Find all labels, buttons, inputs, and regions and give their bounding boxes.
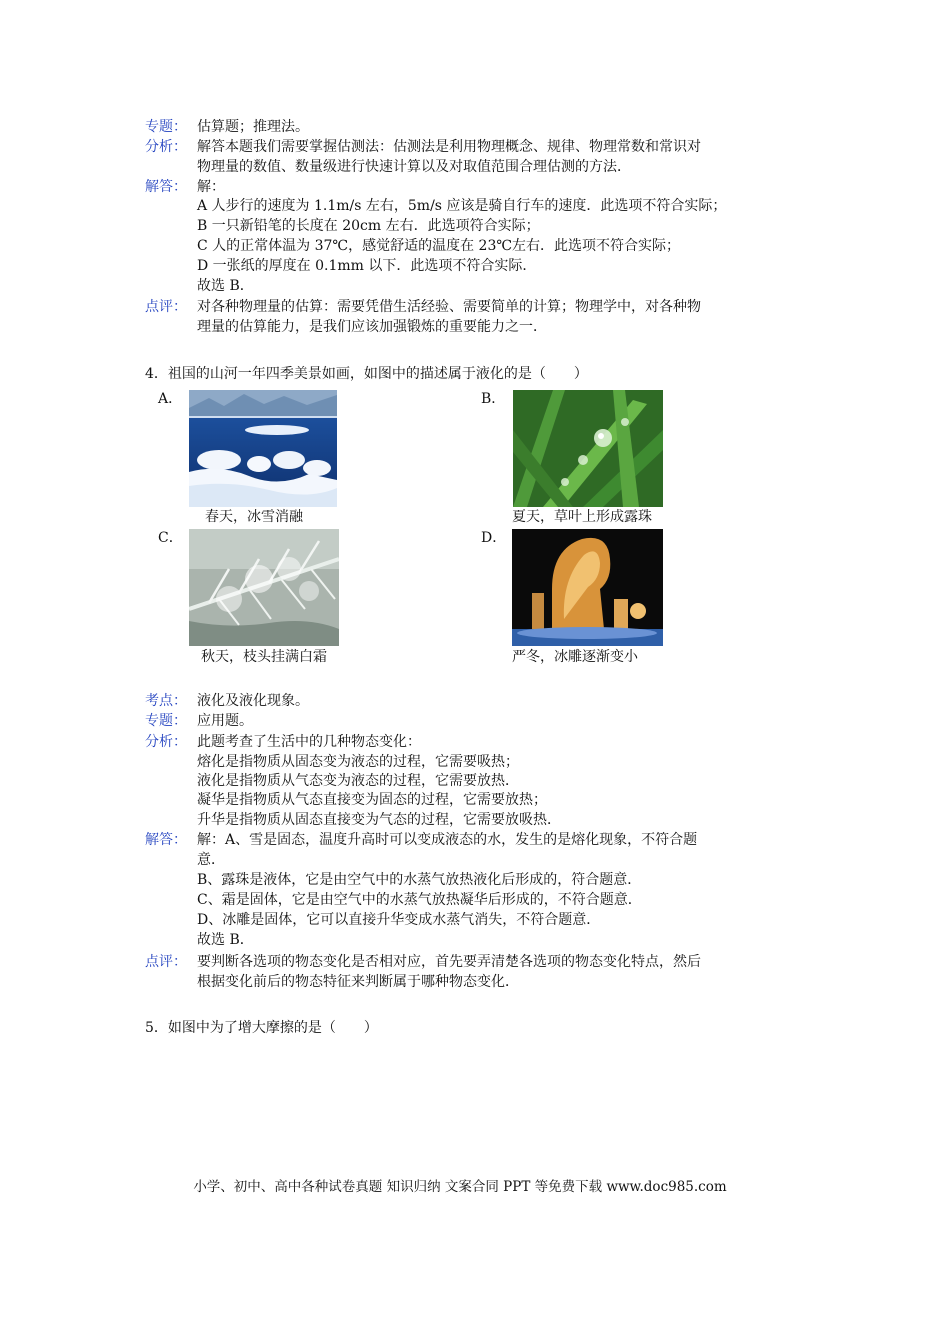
- jieda-line: A 人步行的速度为 1.1m/s 左右，5m/s 应该是骑自行车的速度．此选项不符合实际；: [197, 198, 727, 214]
- jieda-line: B、露珠是液体，它是由空气中的水蒸气放热液化后形成的，符合题意．: [197, 872, 642, 888]
- fenxi-line: 物理量的数值、数量级进行快速计算以及对取值范围合理估测的方法．: [197, 159, 631, 175]
- option-c-caption: 秋天，枝头挂满白霜: [201, 649, 327, 665]
- fenxi-label: 分析：: [145, 734, 187, 750]
- jieda-label: 解答：: [145, 179, 187, 195]
- dianping-line: 理量的估算能力，是我们应该加强锻炼的重要能力之一．: [197, 319, 547, 335]
- frost-branch-image: [189, 529, 339, 646]
- kaodian-label: 考点：: [145, 693, 187, 709]
- dianping-line: 要判断各选项的物态变化是否相对应，首先要弄清楚各选项的物态变化特点，然后: [197, 954, 701, 970]
- fenxi-line: 液化是指物质从气态变为液态的过程，它需要放热．: [197, 773, 519, 789]
- jieda-line: 解：: [197, 179, 225, 195]
- jieda-line: 解：A、雪是固态，温度升高时可以变成液态的水，发生的是熔化现象，不符合题: [197, 832, 698, 848]
- jieda-line: 故选 B．: [197, 932, 254, 948]
- fenxi-label: 分析：: [145, 139, 187, 155]
- dianping-label: 点评：: [145, 299, 187, 315]
- zhuanti-label: 专题：: [145, 713, 187, 729]
- option-b-letter: B．: [481, 391, 506, 407]
- dianping-line: 根据变化前后的物态特征来判断属于哪种物态变化．: [197, 974, 519, 990]
- fenxi-line: 此题考查了生活中的几种物态变化：: [197, 734, 421, 750]
- zhuanti-text: 应用题。: [197, 713, 253, 729]
- dew-grass-image: [513, 390, 663, 507]
- jieda-line: D、冰雕是固体，它可以直接升华变成水蒸气消失，不符合题意．: [197, 912, 601, 928]
- jieda-line: 故选 B．: [197, 278, 254, 294]
- zhuanti-label: 专题：: [145, 119, 187, 135]
- option-d-caption: 严冬，冰雕逐渐变小: [512, 649, 638, 665]
- option-a-caption: 春天，冰雪消融: [205, 509, 303, 525]
- kaodian-text: 液化及液化现象。: [197, 693, 309, 709]
- jieda-label: 解答：: [145, 832, 187, 848]
- dianping-label: 点评：: [145, 954, 187, 970]
- question-4-stem: 4．祖国的山河一年四季美景如画，如图中的描述属于液化的是（ ）: [145, 366, 588, 382]
- option-d-letter: D．: [481, 530, 507, 546]
- fenxi-line: 凝华是指物质从气态直接变为固态的过程，它需要放热；: [197, 792, 547, 808]
- ice-sculpture-image: [512, 529, 663, 646]
- option-c-letter: C．: [158, 530, 183, 546]
- jieda-line: C、霜是固体，它是由空气中的水蒸气放热凝华后形成的，不符合题意．: [197, 892, 642, 908]
- snow-river-image: [189, 390, 337, 507]
- jieda-line: C 人的正常体温为 37℃，感觉舒适的温度在 23℃左右．此选项不符合实际；: [197, 238, 681, 254]
- jieda-line: 意．: [197, 852, 225, 868]
- dianping-line: 对各种物理量的估算：需要凭借生活经验、需要简单的计算；物理学中，对各种物: [197, 299, 701, 315]
- option-b-caption: 夏天，草叶上形成露珠: [512, 509, 652, 525]
- fenxi-line: 解答本题我们需要掌握估测法：估测法是利用物理概念、规律、物理常数和常识对: [197, 139, 701, 155]
- jieda-line: B 一只新铅笔的长度在 20cm 左右．此选项符合实际；: [197, 218, 540, 234]
- question-5-stem: 5．如图中为了增大摩擦的是（ ）: [145, 1020, 378, 1036]
- jieda-line: D 一张纸的厚度在 0.1mm 以下．此选项不符合实际．: [197, 258, 537, 274]
- zhuanti-text: 估算题；推理法。: [197, 119, 309, 135]
- fenxi-line: 熔化是指物质从固态变为液态的过程，它需要吸热；: [197, 754, 519, 770]
- option-a-letter: A．: [158, 391, 183, 407]
- fenxi-line: 升华是指物质从固态直接变为气态的过程，它需要放吸热．: [197, 812, 561, 828]
- page-footer: 小学、初中、高中各种试卷真题 知识归纳 文案合同 PPT 等免费下载 www.doc985.com: [193, 1179, 727, 1195]
